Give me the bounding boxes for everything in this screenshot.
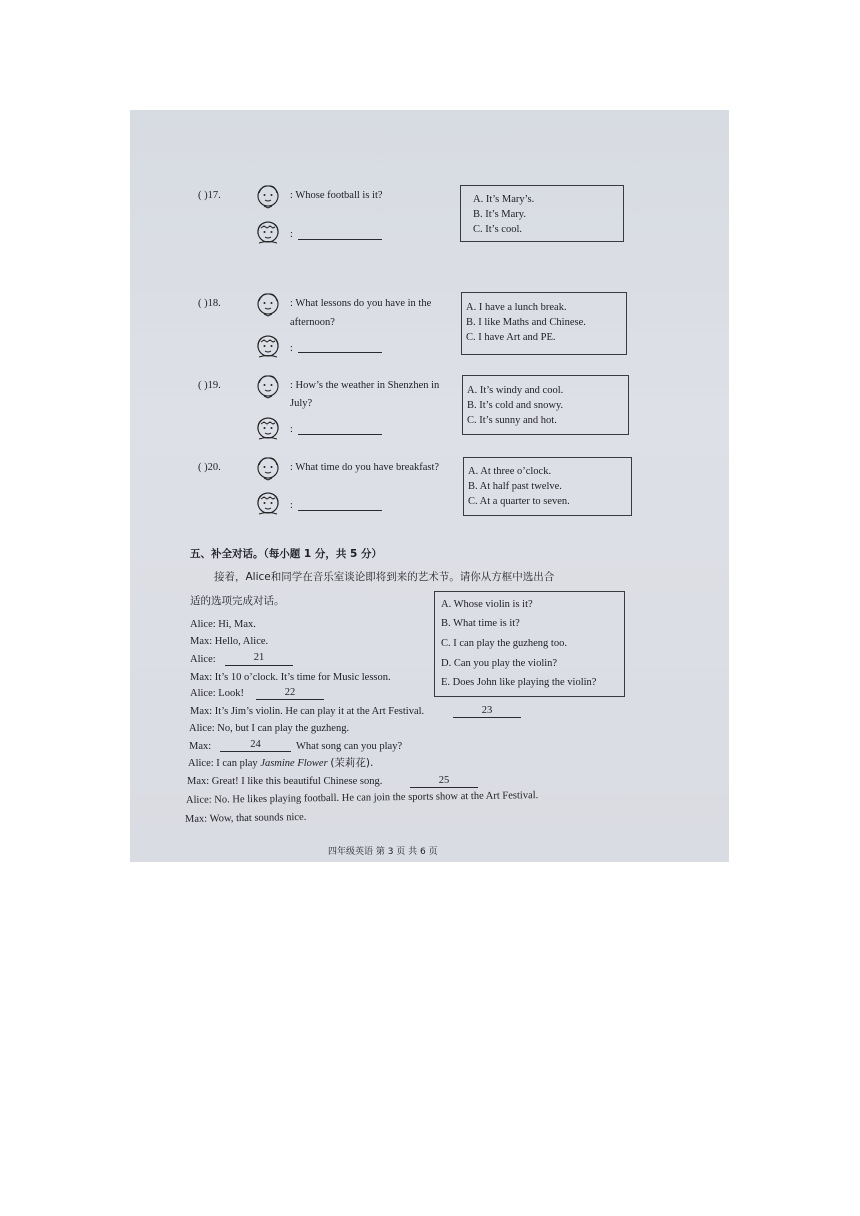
blank-22-number: 22 xyxy=(284,687,296,698)
dialogue-line-8-after: What song can you play? xyxy=(296,741,403,752)
girl-face-icon xyxy=(254,218,282,246)
q19-boy-question: : How’s the weather in Shenzhen in xyxy=(290,380,440,391)
boy-face-icon xyxy=(254,182,282,210)
section5-intro-line2: 适的选项完成对话。 xyxy=(190,595,285,607)
section5-title: 五、补全对话。（每小题 1 分，共 5 分） xyxy=(190,548,382,560)
q20-option-b: B. At half past twelve. xyxy=(468,481,562,492)
boy-face-icon xyxy=(254,290,282,318)
q17-girl-colon: : xyxy=(290,229,293,240)
q19-answer-blank[interactable] xyxy=(298,434,382,435)
s5-option-b: B. What time is it? xyxy=(441,618,520,629)
q18-boy-question: : What lessons do you have in the xyxy=(290,298,432,309)
q19-option-b: B. It’s cold and snowy. xyxy=(467,400,564,411)
dialogue-line-10: Max: Great! I like this beautiful Chinese song. xyxy=(187,776,383,787)
boy-face-icon xyxy=(254,372,282,400)
q20-answer-blank[interactable] xyxy=(298,510,382,511)
q18-option-c: C. I have Art and PE. xyxy=(466,332,556,343)
s5-option-e: E. Does John like playing the violin? xyxy=(441,677,597,688)
dialogue-line-8: Max: xyxy=(189,741,212,752)
q20-girl-colon: : xyxy=(290,500,293,511)
q19-option-c: C. It’s sunny and hot. xyxy=(467,415,557,426)
q17-options-box xyxy=(460,185,624,242)
blank-25-number: 25 xyxy=(438,775,450,786)
dialogue-line-4: Max: It’s 10 o’clock. It’s time for Music lesson. xyxy=(190,672,391,683)
blank-23-number: 23 xyxy=(481,705,493,716)
blank-21[interactable] xyxy=(225,665,293,666)
page-footer: 四年级英语 第 3 页 共 6 页 xyxy=(328,847,438,857)
q17-option-a: A. It’s Mary’s. xyxy=(473,194,535,205)
song-title: Jasmine Flower xyxy=(260,758,328,769)
dialogue-line-9-start: Alice: I can play xyxy=(188,758,258,769)
section5-intro-line1: 接着，Alice和同学在音乐室谈论即将到来的艺术节。请你从方框中选出合 xyxy=(214,571,555,583)
q20-boy-question: : What time do you have breakfast? xyxy=(290,462,440,473)
dialogue-line-5: Alice: Look! xyxy=(190,688,244,699)
q18-option-b: B. I like Maths and Chinese. xyxy=(466,317,586,328)
blank-21-number: 21 xyxy=(253,652,265,663)
q19-option-a: A. It’s windy and cool. xyxy=(467,385,564,396)
blank-24-number: 24 xyxy=(250,739,261,750)
blank-22[interactable] xyxy=(256,699,324,700)
boy-face-icon xyxy=(254,454,282,482)
dialogue-line-12: Max: Wow, that sounds nice. xyxy=(184,811,307,825)
scanned-exam-page xyxy=(130,110,729,862)
q17-answer-blank[interactable] xyxy=(298,239,382,240)
dialogue-line-2: Max: Hello, Alice. xyxy=(190,636,269,647)
q20-number: ( )20. xyxy=(198,462,221,473)
q19-girl-colon: : xyxy=(290,424,293,435)
dialogue-line-7: Alice: No, but I can play the guzheng. xyxy=(189,723,350,734)
blank-24[interactable] xyxy=(220,751,291,752)
q17-number: ( )17. xyxy=(198,190,221,201)
s5-option-c: C. I can play the guzheng too. xyxy=(441,638,567,649)
q18-boy-question-line2: afternoon? xyxy=(290,317,335,328)
s5-option-d: D. Can you play the violin? xyxy=(441,658,558,669)
q19-boy-question-line2: July? xyxy=(290,398,313,409)
dialogue-line-1: Alice: Hi, Max. xyxy=(190,619,256,630)
q17-option-c: C. It’s cool. xyxy=(473,224,522,235)
s5-option-a: A. Whose violin is it? xyxy=(441,599,533,610)
dialogue-line-9-end: (茉莉花). xyxy=(330,757,374,769)
q18-option-a: A. I have a lunch break. xyxy=(466,302,567,313)
dialogue-line-9 xyxy=(188,757,373,770)
q18-girl-colon: : xyxy=(290,343,293,354)
q20-option-a: A. At three o’clock. xyxy=(468,466,552,477)
dialogue-line-3: Alice: xyxy=(190,654,216,665)
blank-23[interactable] xyxy=(453,717,521,718)
q19-options-box xyxy=(462,375,629,435)
section5-options-box xyxy=(434,591,625,697)
girl-face-icon xyxy=(254,414,282,442)
q17-option-b: B. It’s Mary. xyxy=(473,209,526,220)
q20-options-box xyxy=(463,457,632,516)
dialogue-line-11: Alice: No. He likes playing football. He can join the sports show at the Art Festival. xyxy=(185,790,539,806)
q18-number: ( )18. xyxy=(198,298,221,309)
girl-face-icon xyxy=(254,332,282,360)
q17-boy-question: : Whose football is it? xyxy=(290,190,383,201)
dialogue-line-6: Max: It’s Jim’s violin. He can play it at the Art Festival. xyxy=(190,706,425,717)
q18-options-box xyxy=(461,292,627,355)
q19-number: ( )19. xyxy=(198,380,221,391)
q20-option-c: C. At a quarter to seven. xyxy=(468,496,570,507)
q18-answer-blank[interactable] xyxy=(298,352,382,353)
girl-face-icon xyxy=(254,489,282,517)
blank-25[interactable] xyxy=(410,787,478,788)
